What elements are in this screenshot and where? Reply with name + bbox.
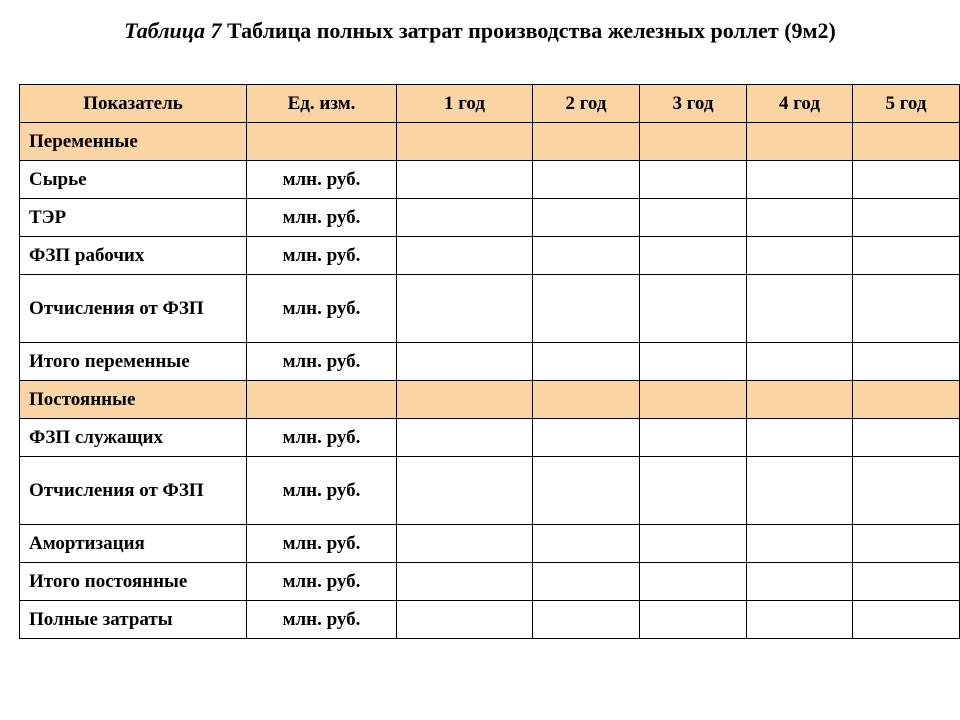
year-5-cell [853,419,960,457]
year-1-cell [397,601,533,639]
year-4-cell [747,123,853,161]
header-year-4: 4 год [747,85,853,123]
table-row [20,601,960,639]
row-unit [247,123,397,161]
year-4-cell [747,161,853,199]
year-2-cell [533,199,640,237]
table-title [0,18,960,44]
row-indicator: Амортизация [20,525,247,563]
row-unit: млн. руб. [247,601,397,639]
year-5-cell [853,525,960,563]
year-4-cell [747,457,853,525]
year-3-cell [640,457,747,525]
year-1-cell [397,563,533,601]
header-year-1: 1 год [397,85,533,123]
row-unit: млн. руб. [247,525,397,563]
year-5-cell [853,563,960,601]
table-row [20,161,960,199]
year-1-cell [397,419,533,457]
year-4-cell [747,563,853,601]
year-5-cell [853,199,960,237]
year-4-cell [747,381,853,419]
year-1-cell [397,457,533,525]
table-caption: Таблица полных затрат производства железных роллет (9м2) [226,18,836,43]
year-2-cell [533,237,640,275]
year-2-cell [533,343,640,381]
year-3-cell [640,237,747,275]
header-year-3: 3 год [640,85,747,123]
table-row [20,419,960,457]
row-indicator: Итого постоянные [20,563,247,601]
year-5-cell [853,161,960,199]
year-4-cell [747,525,853,563]
year-2-cell [533,601,640,639]
row-unit: млн. руб. [247,237,397,275]
cost-table [19,84,960,639]
year-1-cell [397,237,533,275]
year-1-cell [397,275,533,343]
table-row [20,199,960,237]
row-indicator: Постоянные [20,381,247,419]
header-indicator: Показатель [20,85,247,123]
table-row [20,457,960,525]
year-5-cell [853,343,960,381]
row-indicator: Сырье [20,161,247,199]
year-3-cell [640,381,747,419]
year-3-cell [640,563,747,601]
row-unit: млн. руб. [247,419,397,457]
year-1-cell [397,199,533,237]
table-row [20,275,960,343]
year-1-cell [397,123,533,161]
row-indicator: Отчисления от ФЗП [20,275,247,343]
section-row-variable [20,123,960,161]
row-unit: млн. руб. [247,457,397,525]
year-3-cell [640,525,747,563]
section-row-fixed [20,381,960,419]
year-1-cell [397,343,533,381]
year-4-cell [747,275,853,343]
year-2-cell [533,123,640,161]
year-3-cell [640,161,747,199]
table-header-row [20,85,960,123]
year-2-cell [533,275,640,343]
year-3-cell [640,601,747,639]
year-2-cell [533,381,640,419]
year-3-cell [640,123,747,161]
year-5-cell [853,457,960,525]
year-5-cell [853,381,960,419]
row-indicator: Итого переменные [20,343,247,381]
row-indicator: Переменные [20,123,247,161]
year-2-cell [533,563,640,601]
row-indicator: ТЭР [20,199,247,237]
row-indicator: Отчисления от ФЗП [20,457,247,525]
row-unit [247,381,397,419]
year-1-cell [397,161,533,199]
year-2-cell [533,161,640,199]
table-row [20,237,960,275]
header-year-2: 2 год [533,85,640,123]
header-unit: Ед. изм. [247,85,397,123]
year-4-cell [747,237,853,275]
year-4-cell [747,419,853,457]
row-indicator: Полные затраты [20,601,247,639]
year-4-cell [747,199,853,237]
year-5-cell [853,601,960,639]
year-3-cell [640,343,747,381]
table-row [20,525,960,563]
year-3-cell [640,275,747,343]
year-3-cell [640,419,747,457]
row-unit: млн. руб. [247,161,397,199]
year-2-cell [533,457,640,525]
row-unit: млн. руб. [247,199,397,237]
year-4-cell [747,343,853,381]
year-1-cell [397,525,533,563]
row-unit: млн. руб. [247,343,397,381]
table-row [20,563,960,601]
row-indicator: ФЗП служащих [20,419,247,457]
year-3-cell [640,199,747,237]
header-year-5: 5 год [853,85,960,123]
year-1-cell [397,381,533,419]
row-unit: млн. руб. [247,563,397,601]
table-row [20,343,960,381]
year-2-cell [533,525,640,563]
table-number: Таблица 7 [124,18,222,43]
year-4-cell [747,601,853,639]
year-5-cell [853,123,960,161]
year-5-cell [853,275,960,343]
row-unit: млн. руб. [247,275,397,343]
row-indicator: ФЗП рабочих [20,237,247,275]
year-2-cell [533,419,640,457]
year-5-cell [853,237,960,275]
